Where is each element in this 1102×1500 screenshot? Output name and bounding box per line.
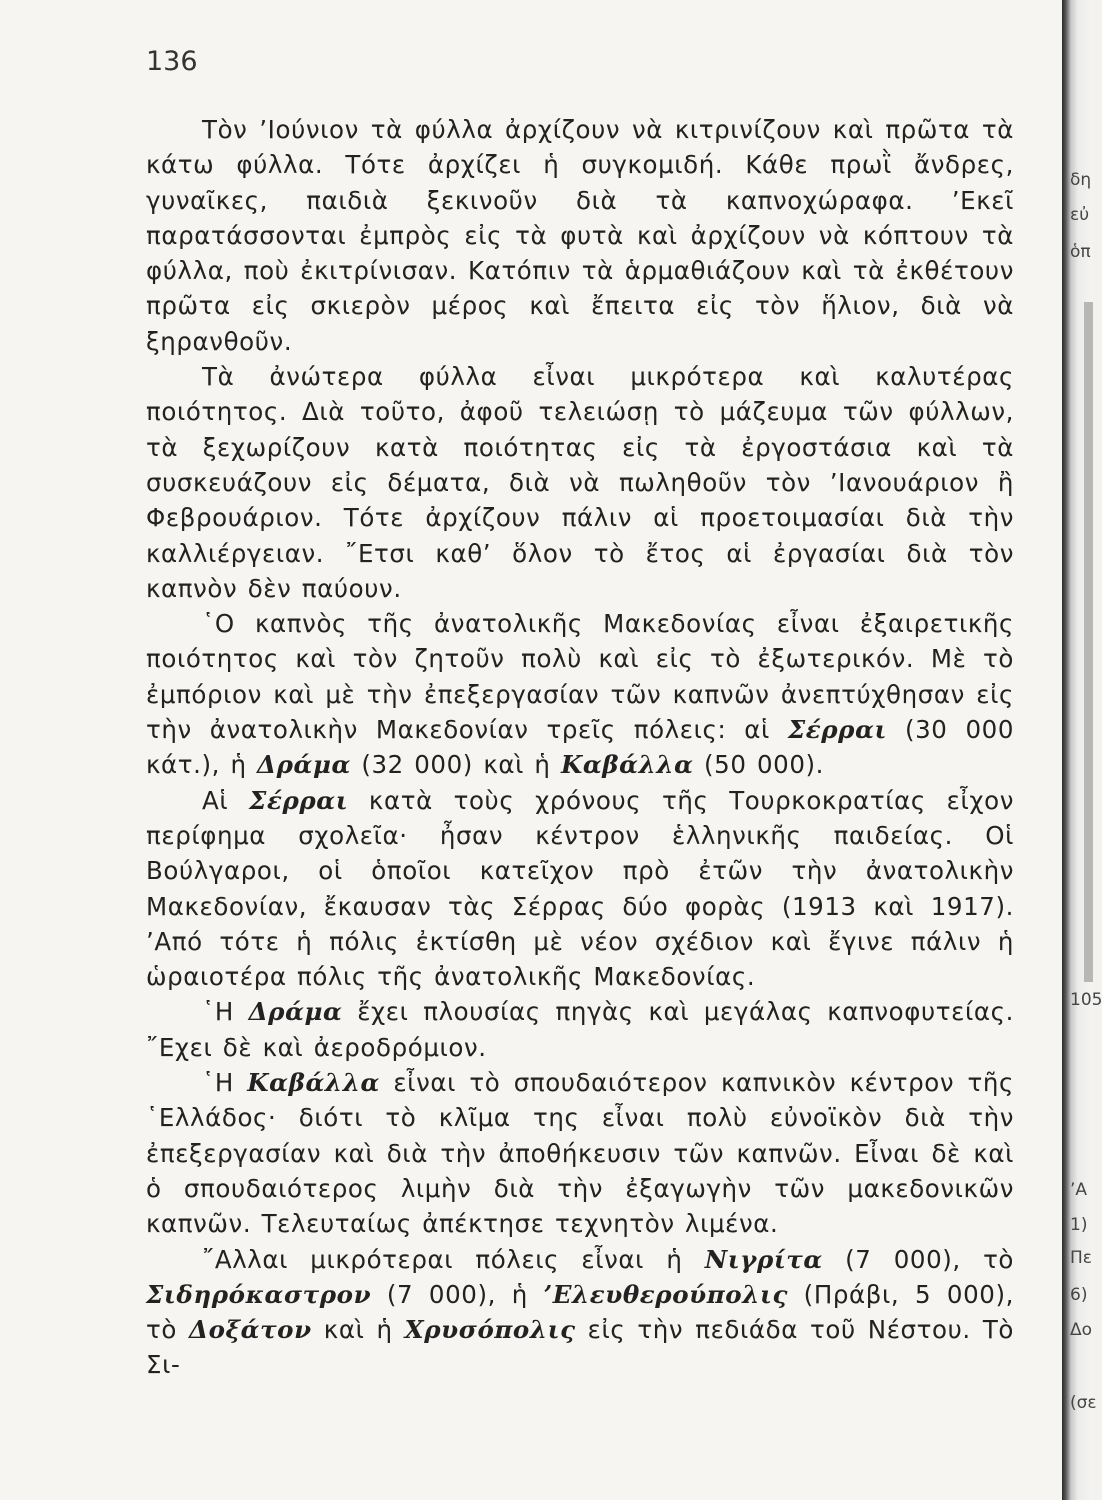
- text-run: ῾Η: [202, 997, 249, 1027]
- text-run: Τὸν ’Ιούνιον τὰ φύλλα ἀρχίζουν νὰ κιτρινίζουν καὶ πρῶτα τὰ κάτω φύλλα. Τότε ἀρχίζει ἡ συγκομιδή. Κάθε πρωῒ ἄνδρες, γυναῖκες, παιδιὰ ξεκινοῦν διὰ τὰ καπνοχώραφα. ’Εκεῖ παρατάσσονται ἐμπρὸς εἰς τὰ φυτὰ καὶ ἀρχίζουν νὰ κόπτουν τὰ φύλλα, ποὺ ἐκιτρίνισαν. Κατόπιν τὰ ἁρμαθιάζουν καὶ τὰ ἐκθέτουν πρῶτα εἰς σκιερὸν μέρος καὶ ἔπειτα εἰς τὸν ἥλιον, διὰ νὰ ξηρανθοῦν.: [146, 115, 1014, 356]
- text-run: ῾Η: [202, 1068, 248, 1098]
- place-name: Δράμα: [248, 997, 343, 1027]
- text-run: ῎Αλλαι μικρότεραι πόλεις εἶναι ἡ: [202, 1244, 705, 1274]
- next-page-fragment: Πε: [1070, 1248, 1092, 1268]
- paragraph-drama: [146, 994, 1014, 1065]
- text-run: (7 000), ἡ: [371, 1279, 544, 1309]
- text-run: Τὰ ἀνώτερα φύλλα εἶναι μικρότερα καὶ καλυτέρας ποιότητος. Διὰ τοῦτο, ἀφοῦ τελειώσῃ τὸ μάζευμα τῶν φύλλων, τὰ ξεχωρίζουν κατὰ ποιότητας εἰς τὰ ἐργοστάσια καὶ τὰ συσκευάζουν εἰς δέματα, διὰ νὰ πωληθοῦν τὸν ’Ιανουάριον ἢ Φεβρουάριον. Τότε ἀρχίζουν πάλιν αἱ προετοιμασίαι διὰ τὴν καλλιέργειαν. ῎Ετσι καθ’ ὅλον τὸ ἔτος αἱ ἐργασίαι διὰ τὸν καπνὸν δὲν παύουν.: [146, 362, 1014, 603]
- text-run: καὶ ἡ: [311, 1315, 405, 1345]
- next-page-fragment: 1): [1070, 1215, 1088, 1235]
- text-run: εἶναι τὸ σπουδαιότερον καπνικὸν κέντρον τῆς ῾Ελλάδος· διότι τὸ κλῖμα της εἶναι πολὺ εὐνοϊκὸν διὰ τὴν ἐπεξεργασίαν καὶ διὰ τὴν ἀποθήκευσιν τῶν καπνῶν. Εἶναι δὲ καὶ ὁ σπουδαιότερος λιμὴν διὰ τὴν ἐξαγωγὴν τῶν μακεδονικῶν καπνῶν. Τελευταίως ἀπέκτησε τεχνητὸν λιμένα.: [146, 1068, 1014, 1239]
- paragraph-serres: [146, 783, 1014, 995]
- place-name: Δράμα: [256, 750, 351, 780]
- paragraph-quality: [146, 359, 1014, 606]
- text-run: Αἱ: [202, 785, 250, 815]
- place-name: Σιδηρόκαστρον: [146, 1279, 372, 1309]
- page-number: 136: [146, 46, 198, 77]
- paragraph-kavala: [146, 1065, 1014, 1241]
- place-name: Δοξάτον: [188, 1315, 312, 1345]
- next-page-fragment: Δο: [1070, 1320, 1093, 1340]
- paragraph-harvest: [146, 112, 1014, 359]
- text-run: (Πράβι, 5 000), τὸ: [146, 1279, 1014, 1345]
- place-name: Νιγρίτα: [704, 1244, 823, 1274]
- next-page-fragment: 6): [1070, 1285, 1088, 1305]
- text-run: εἰς τὴν πεδιάδα τοῦ Νέστου. Τὸ Σι-: [146, 1315, 1014, 1380]
- next-page-fragment: 105: [1070, 990, 1102, 1010]
- place-name: Χρυσόπολις: [404, 1315, 576, 1345]
- paragraph-smaller-towns: [146, 1242, 1014, 1383]
- text-run: ῾Ο καπνὸς τῆς ἀνατολικῆς Μακεδονίας εἶναι ἐξαιρετικῆς ποιότητος καὶ τὸν ζητοῦν πολὺ καὶ εἰς τὸ ἐξωτερικόν. Μὲ τὸ ἐμπόριον καὶ μὲ τὴν ἐπεξεργασίαν τῶν καπνῶν ἀνεπτύχθησαν εἰς τὴν ἀνατολικὴν Μακεδονίαν τρεῖς πόλεις: αἱ: [146, 609, 1014, 745]
- place-name: ’Ελευθερούπολις: [543, 1279, 788, 1309]
- text-run: (32 000) καὶ ἡ: [350, 750, 561, 780]
- next-page-fragment: (σε: [1070, 1393, 1097, 1413]
- text-run: ἔχει πλουσίας πηγὰς καὶ μεγάλας καπνοφυτείας. ῎Εχει δὲ καὶ ἀεροδρόμιον.: [146, 997, 1014, 1062]
- place-name: Σέρραι: [787, 715, 887, 745]
- next-page-photo-edge: [1084, 302, 1093, 982]
- text-run: (30 000 κάτ.), ἡ: [146, 715, 1015, 780]
- place-name: Σέρραι: [249, 785, 349, 815]
- text-run: (50 000).: [693, 750, 825, 780]
- next-page-fragment: ’Α: [1070, 1180, 1088, 1200]
- place-name: Καβάλλα: [560, 750, 694, 780]
- place-name: Καβάλλα: [247, 1068, 380, 1098]
- next-page-fragment: δη: [1070, 170, 1092, 190]
- body-text: [146, 112, 1014, 1383]
- text-run: κατὰ τοὺς χρόνους τῆς Τουρκοκρατίας εἶχον περίφημα σχολεῖα· ἦσαν κέντρον ἑλληνικῆς παιδείας. Οἱ Βούλγαροι, οἱ ὁποῖοι κατεῖχον πρὸ ἐτῶν τὴν ἀνατολικὴν Μακεδονίαν, ἔκαυσαν τὰς Σέρρας δύο φορὰς (1913 καὶ 1917). ’Από τότε ἡ πόλις ἐκτίσθη μὲ νέον σχέδιον καὶ ἔγινε πάλιν ἡ ὡραιοτέρα πόλις τῆς ἀνατολικῆς Μακεδονίας.: [146, 785, 1014, 992]
- text-run: (7 000), τὸ: [822, 1244, 1015, 1274]
- next-page-fragment: ὁπ: [1070, 242, 1091, 262]
- next-page-fragment: εὐ: [1070, 205, 1090, 225]
- paragraph-tobacco-cities: [146, 606, 1014, 782]
